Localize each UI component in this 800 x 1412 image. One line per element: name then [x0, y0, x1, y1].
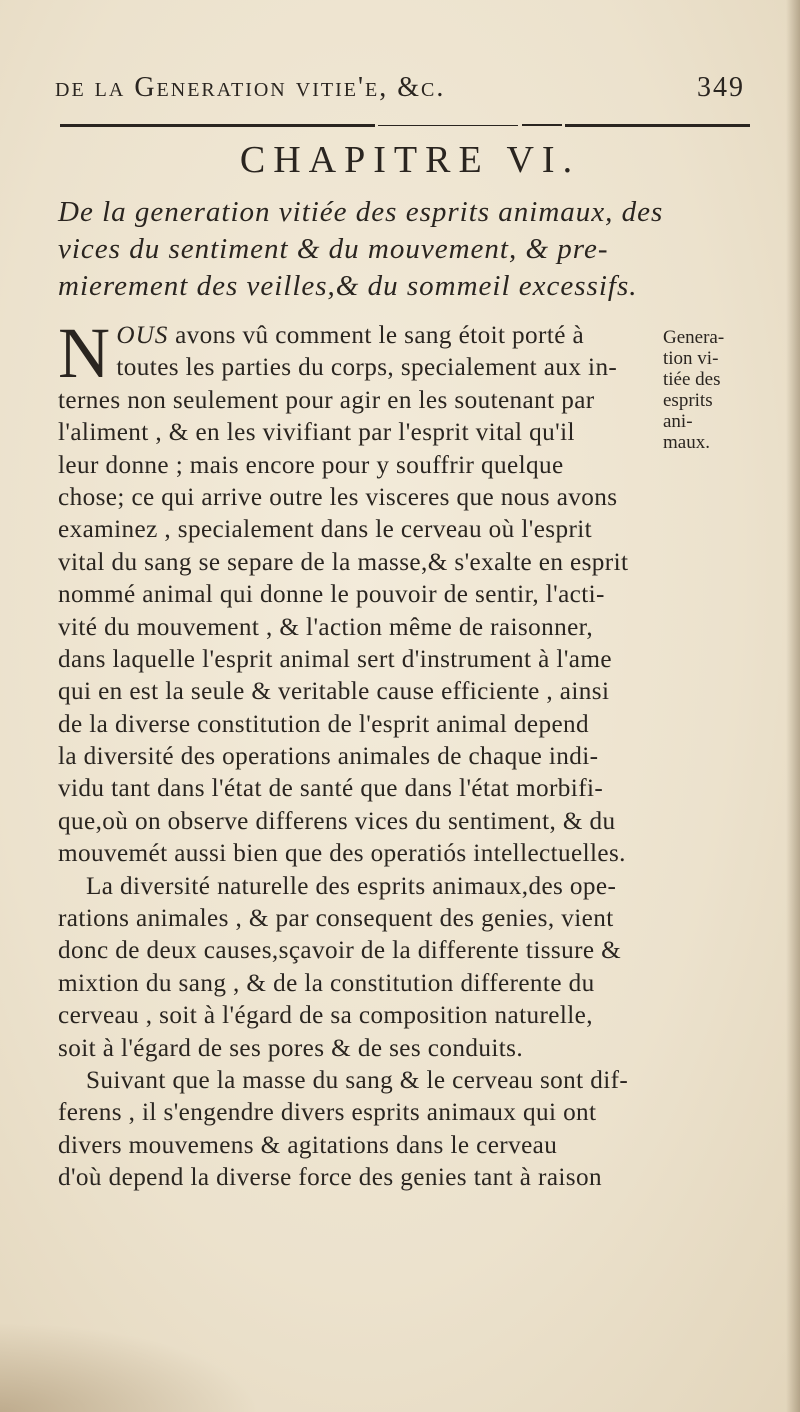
text-line: ferens , il s'engendre divers esprits animaux qui ont — [58, 1099, 597, 1127]
margin-note-line: tion vi- — [663, 348, 719, 369]
text-line: cerveau , soit à l'égard de sa composition naturelle, — [58, 1002, 593, 1030]
running-head-title: de la Generation vitie'e, &c. — [55, 72, 446, 103]
first-line-text: avons vû comment le sang étoit porté à — [168, 322, 585, 349]
margin-note-line: Genera- — [663, 327, 725, 348]
text-line: soit à l'égard de ses pores & de ses conduits. — [58, 1034, 524, 1062]
text-line: rations animales , & par consequent des genies, vient — [58, 905, 614, 933]
chapter-heading: CHAPITRE VI. — [239, 139, 581, 181]
page-edge-shadow — [786, 0, 800, 1412]
text-line: vité du mouvement , & l'action même de raisonner, — [58, 613, 594, 641]
text-line: leur donne ; mais encore pour y souffrir quelque — [58, 451, 564, 479]
first-word: OUS — [116, 322, 169, 349]
text-line: dans laquelle l'esprit animal sert d'instrument à l'ame — [58, 645, 612, 673]
margin-note — [663, 327, 773, 453]
subtitle-line: De la generation vitiée des esprits animaux, des — [58, 196, 664, 228]
text-line: la diversité des operations animales de chaque indi- — [58, 743, 599, 771]
text-line: toutes les parties du corps, specialement aux in- — [116, 354, 618, 382]
text-line: vidu tant dans l'état de santé que dans l'état morbifi- — [58, 775, 604, 803]
text-line: qui en est la seule & veritable cause efficiente , ainsi — [58, 678, 610, 706]
text-line: chose; ce qui arrive outre les visceres que nous avons — [58, 483, 618, 511]
text-line: que,où on observe differens vices du sentiment, & du — [58, 807, 616, 835]
text-line: mouvemét aussi bien que des operatiós intellectuelles. — [58, 840, 626, 868]
page-stain — [0, 1322, 260, 1412]
text-line: La diversité naturelle des esprits animaux,des ope- — [86, 872, 617, 900]
chapter-subtitle — [58, 194, 758, 305]
header-rule — [60, 124, 750, 127]
subtitle-line: vices du sentiment & du mouvement, & pre- — [58, 233, 609, 265]
text-line: examinez , specialement dans le cerveau où l'esprit — [58, 516, 593, 544]
text-line: nommé animal qui donne le pouvoir de sentir, l'acti- — [58, 581, 605, 609]
text-line: l'aliment , & en les vivifiant par l'esprit vital qu'il — [58, 419, 575, 447]
text-line — [58, 320, 648, 352]
page-number: 349 — [697, 72, 745, 103]
subtitle-line: mierement des veilles,& du sommeil excessifs. — [58, 270, 638, 302]
drop-cap: N — [58, 313, 111, 393]
body-text — [58, 313, 648, 1195]
running-head — [55, 72, 745, 112]
margin-note-line: maux. — [663, 432, 710, 453]
text-line: ternes non seulement pour agir en les soutenant par — [58, 386, 595, 414]
margin-note-line: ani- — [663, 411, 693, 432]
text-line: de la diverse constitution de l'esprit animal depend — [58, 710, 590, 738]
text-line: d'où depend la diverse force des genies tant à raison — [58, 1164, 602, 1192]
margin-note-line: esprits — [663, 390, 713, 411]
text-line: divers mouvemens & agitations dans le cerveau — [58, 1131, 558, 1159]
first-paragraph-opening — [58, 313, 648, 393]
text-line: donc de deux causes,sçavoir de la differente tissure & — [58, 937, 622, 965]
margin-note-line: tiée des — [663, 369, 721, 390]
text-line: mixtion du sang , & de la constitution differente du — [58, 969, 595, 997]
text-line: Suivant que la masse du sang & le cerveau sont dif- — [86, 1066, 629, 1094]
text-line: vital du sang se separe de la masse,& s'exalte en esprit — [58, 548, 629, 576]
